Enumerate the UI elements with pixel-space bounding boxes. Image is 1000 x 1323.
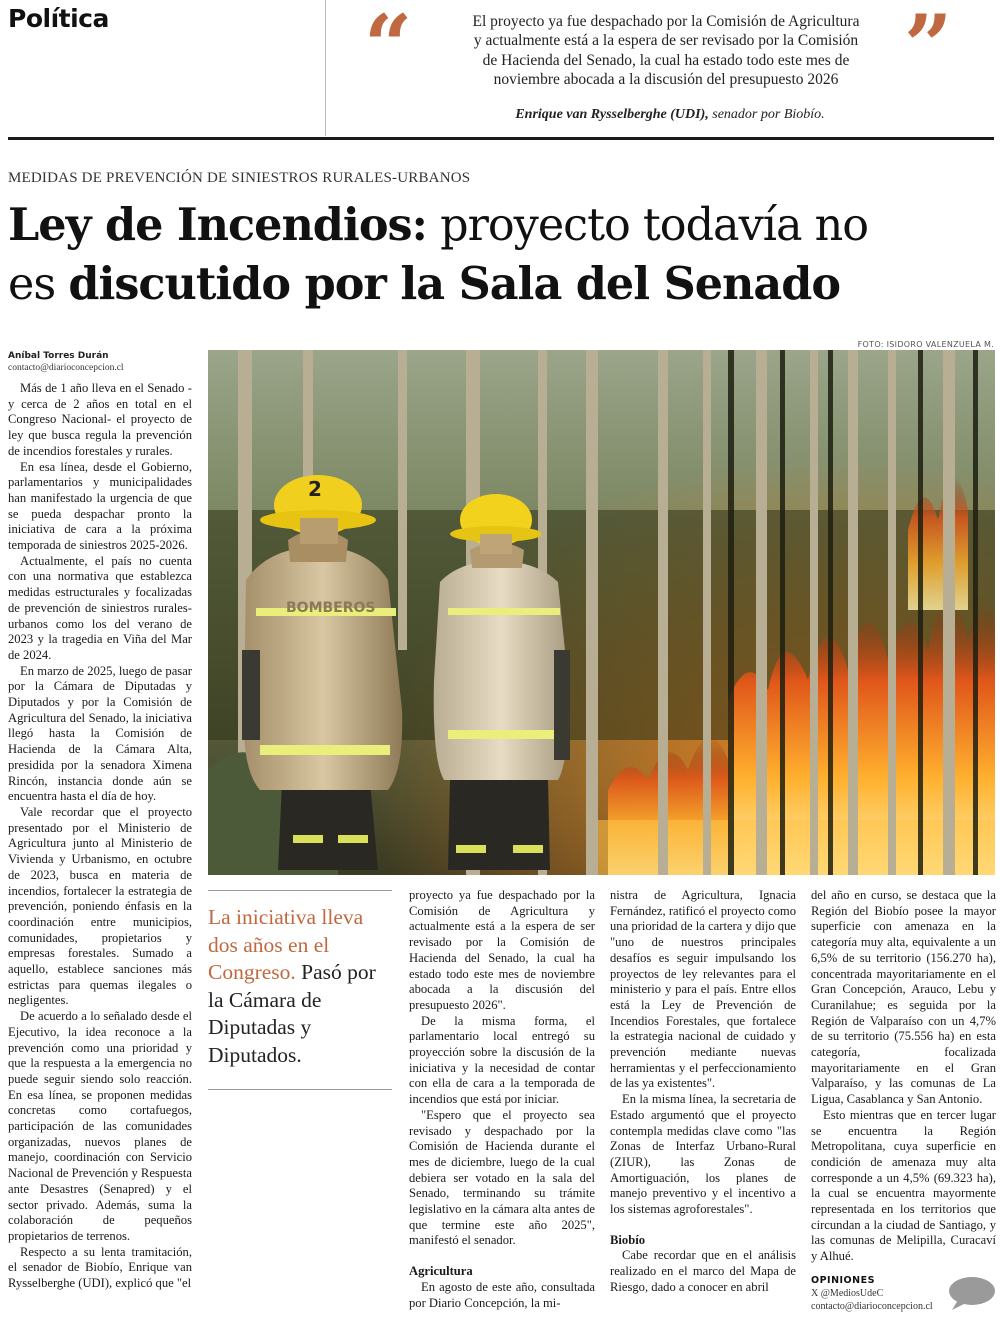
opinions-title: OPINIONES [811,1275,875,1286]
opinions-handle[interactable]: X @MediosUdeC [811,1288,884,1299]
body-paragraph: En esa línea, desde el Gobierno, parlamentarios y municipalidades han manifestado la urgencia de que se pueda despachar pronto la iniciativa de cara a la próxima temporada de siniestros 2025-2026. [8,459,192,553]
body-column-1 [8,381,192,1292]
body-column-4 [811,888,996,1265]
pull-quote [208,890,392,1090]
body-paragraph: De la misma forma, el parlamentario local entregó su proyección sobre la discusión de la iniciativa y la necesidad de contar con ella de cara a la temporada de incendios que está por iniciar. [409,1013,595,1107]
body-paragraph: proyecto ya fue despachado por la Comisión de Agricultura y actualmente está a la espera de ser revisado por la Comisión de Hacienda del Senado, la cual ha estado todo este mes de noviembre abocada a la discusión del presupuesto 2026". [409,888,595,1012]
body-paragraph: Actualmente, el país no cuenta con una normativa que establezca medidas estructurales y focalizadas de prevención de siniestros rurales-urbanos como los del verano de 2023 y la tragedia en Viña del Mar de 2024. [8,553,192,662]
body-paragraph: Esto mientras que en tercer lugar se encuentra la Región Metropolitana, cuya superficie en condición de amenaza muy alta corresponde a un 4,5% (69.323 ha), la cual se encuentra mayormente representada en los territorios que circundan a la ciudad de Santiago, y las comunas de Melipilla, Curacaví y Alhué. [811,1107,996,1264]
article-headline [8,196,998,314]
body-paragraph: del año en curso, se destaca que la Región del Biobío posee la mayor superficie con amenaza en la categoría muy alta, equivalente a un 6,5% de su territorio (156.270 ha), concentrada mayoritariamente en el Gran Concepción, Arauco, Lebu y Curanilahue; es seguida por la Región de Valparaíso con un 4,7% de su territorio (75.556 ha) en esta categoría, focalizada mayoritariamente en el Gran Valparaíso, y las comunas de La Ligua, Casablanca y San Antonio. [811,888,996,1107]
opinions-email[interactable]: contacto@diarioconcepcion.cl [811,1301,933,1312]
author-email[interactable]: contacto@diarioconcepcion.cl [8,363,124,373]
photo-credit: FOTO: ISIDORO VALENZUELA M. [857,340,994,349]
speech-bubble-icon [946,1276,996,1316]
body-paragraph: nistra de Agricultura, Ignacia Fernández, ratificó el proyecto como una prioridad de la cartera y dijo que "uno de nuestros principales desafíos es seguir impulsando los proyectos de ley relevantes para el ministerio y para el país. Entre ellos está la Ley de Prevención de Incendios Forestales, que fortalece la estrategia nacional de cuidado y prevención mediante nuevas herramientas y el perfeccionamiento de las ya existentes". [610,888,796,1091]
pull-quote-accent: La iniciativa lleva dos años en el Congreso. [208,905,364,984]
body-paragraph: De acuerdo a lo señalado desde el Ejecutivo, la idea reconoce a la prevención como una prioridad y que la respuesta a la emergencia no puede seguir siendo solo reacción. En esa línea, se proponen medidas concretas como cortafuegos, participación de las comunidades organizadas, nuevos planes de manejo, coordinación con Servicio Nacional de Prevención y Respuesta ante Desastres (Senapred) y el sector privado. Además, suma la colaboración de pequeños propietarios de terrenos. [8,1009,192,1243]
body-paragraph: En marzo de 2025, luego de pasar por la Cámara de Diputadas y Diputados y por la Comisión de Agricultura del Senado, la iniciativa llegó hasta la Comisión de Hacienda de la Cámara Alta, presidida por la senadora Ximena Rincón, instancia donde aún se encuentra hasta el día de hoy. [8,663,192,804]
body-paragraph: En la misma línea, la secretaria de Estado argumentó que el proyecto contempla medidas clave como "las Zonas de Interfaz Urbano-Rural (ZIUR), las Zonas de Amortiguación, los planes de manejo preventivo y el incentivo a los sistemas agroforestales". [610,1092,796,1217]
body-paragraph: Vale recordar que el proyecto presentado por el Ministerio de Agricultura junto al Ministerio de Vivienda y Urbanismo, en octubre de 2023, busca en materia de incendios, fortalecer la estrategia de prevención, poniendo énfasis en la coordinación entre municipios, comunidades, propietarios y empresas forestales. Sumado a aquello, establece sanciones más estrictas para quemas ilegales o negligentes. [8,804,192,1008]
quote-line: de Hacienda del Senado, la cual ha estado todo este mes de [482,51,850,69]
quote-line: noviembre abocada a la discusión del presupuesto 2026 [493,70,839,88]
pull-quote-rest: Pasó por la Cámara de Diputadas y Diputados. [208,960,376,1067]
quote-line: y actualmente está a la espera de ser revisado por la Comisión [473,32,859,50]
headline-bold-part: Ley de Incendios: [8,199,427,251]
body-paragraph: "Espero que el proyecto sea revisado y despachado por la Comisión de Hacienda durante el mes de diciembre, luego de la cual debiera ser votado en la sala del Senado, terminando su trámite legislativo en la cámara alta antes de que termine este año 2025", manifestó el senador. [409,1107,595,1248]
body-paragraph: Cabe recordar que en el análisis realizado en el marco del Mapa de Riesgo, dado a conocer en abril [610,1248,796,1294]
section-title: Política [8,4,109,33]
header-quote [432,12,900,89]
header-divider [325,0,326,136]
body-paragraph: En agosto de este año, consultada por Diario Concepción, la mi- [409,1279,595,1310]
close-quote-icon: ” [904,0,953,95]
quote-author [420,107,920,123]
jacket-text: BOMBEROS [286,600,376,616]
body-paragraph: Más de 1 año lleva en el Senado -y cerca de 2 años en total en el Congreso Nacional- el proyecto de ley que busca regula la prevención de incendios forestales y rurales. [8,381,192,458]
subheading-biobio: Biobío [610,1232,645,1247]
headline-bold-part: discutido por la Sala del Senado [68,258,841,310]
header-rule [8,137,994,140]
author-name: Aníbal Torres Durán [8,351,109,361]
article-photo [208,350,995,875]
quote-line: El proyecto ya fue despachado por la Comisión de Agricultura [472,13,860,30]
body-paragraph: Respecto a su lenta tramitación, el senador de Biobío, Enrique van Rysselberghe (UDI), explicó que "el [8,1244,192,1291]
headline-light-part: es [8,259,69,310]
helmet-number: 2 [308,477,322,501]
quote-author-name: Enrique van Rysselberghe (UDI), [515,107,709,122]
body-column-3 [610,888,796,1296]
open-quote-icon: “ [364,0,413,95]
article-kicker: MEDIDAS DE PREVENCIÓN DE SINIESTROS RURALES-URBANOS [8,170,471,186]
subheading-agricultura: Agricultura [409,1264,473,1279]
body-column-2 [409,888,595,1311]
quote-author-role: senador por Biobío. [708,107,825,122]
headline-light-part: proyecto todavía no [426,200,869,251]
